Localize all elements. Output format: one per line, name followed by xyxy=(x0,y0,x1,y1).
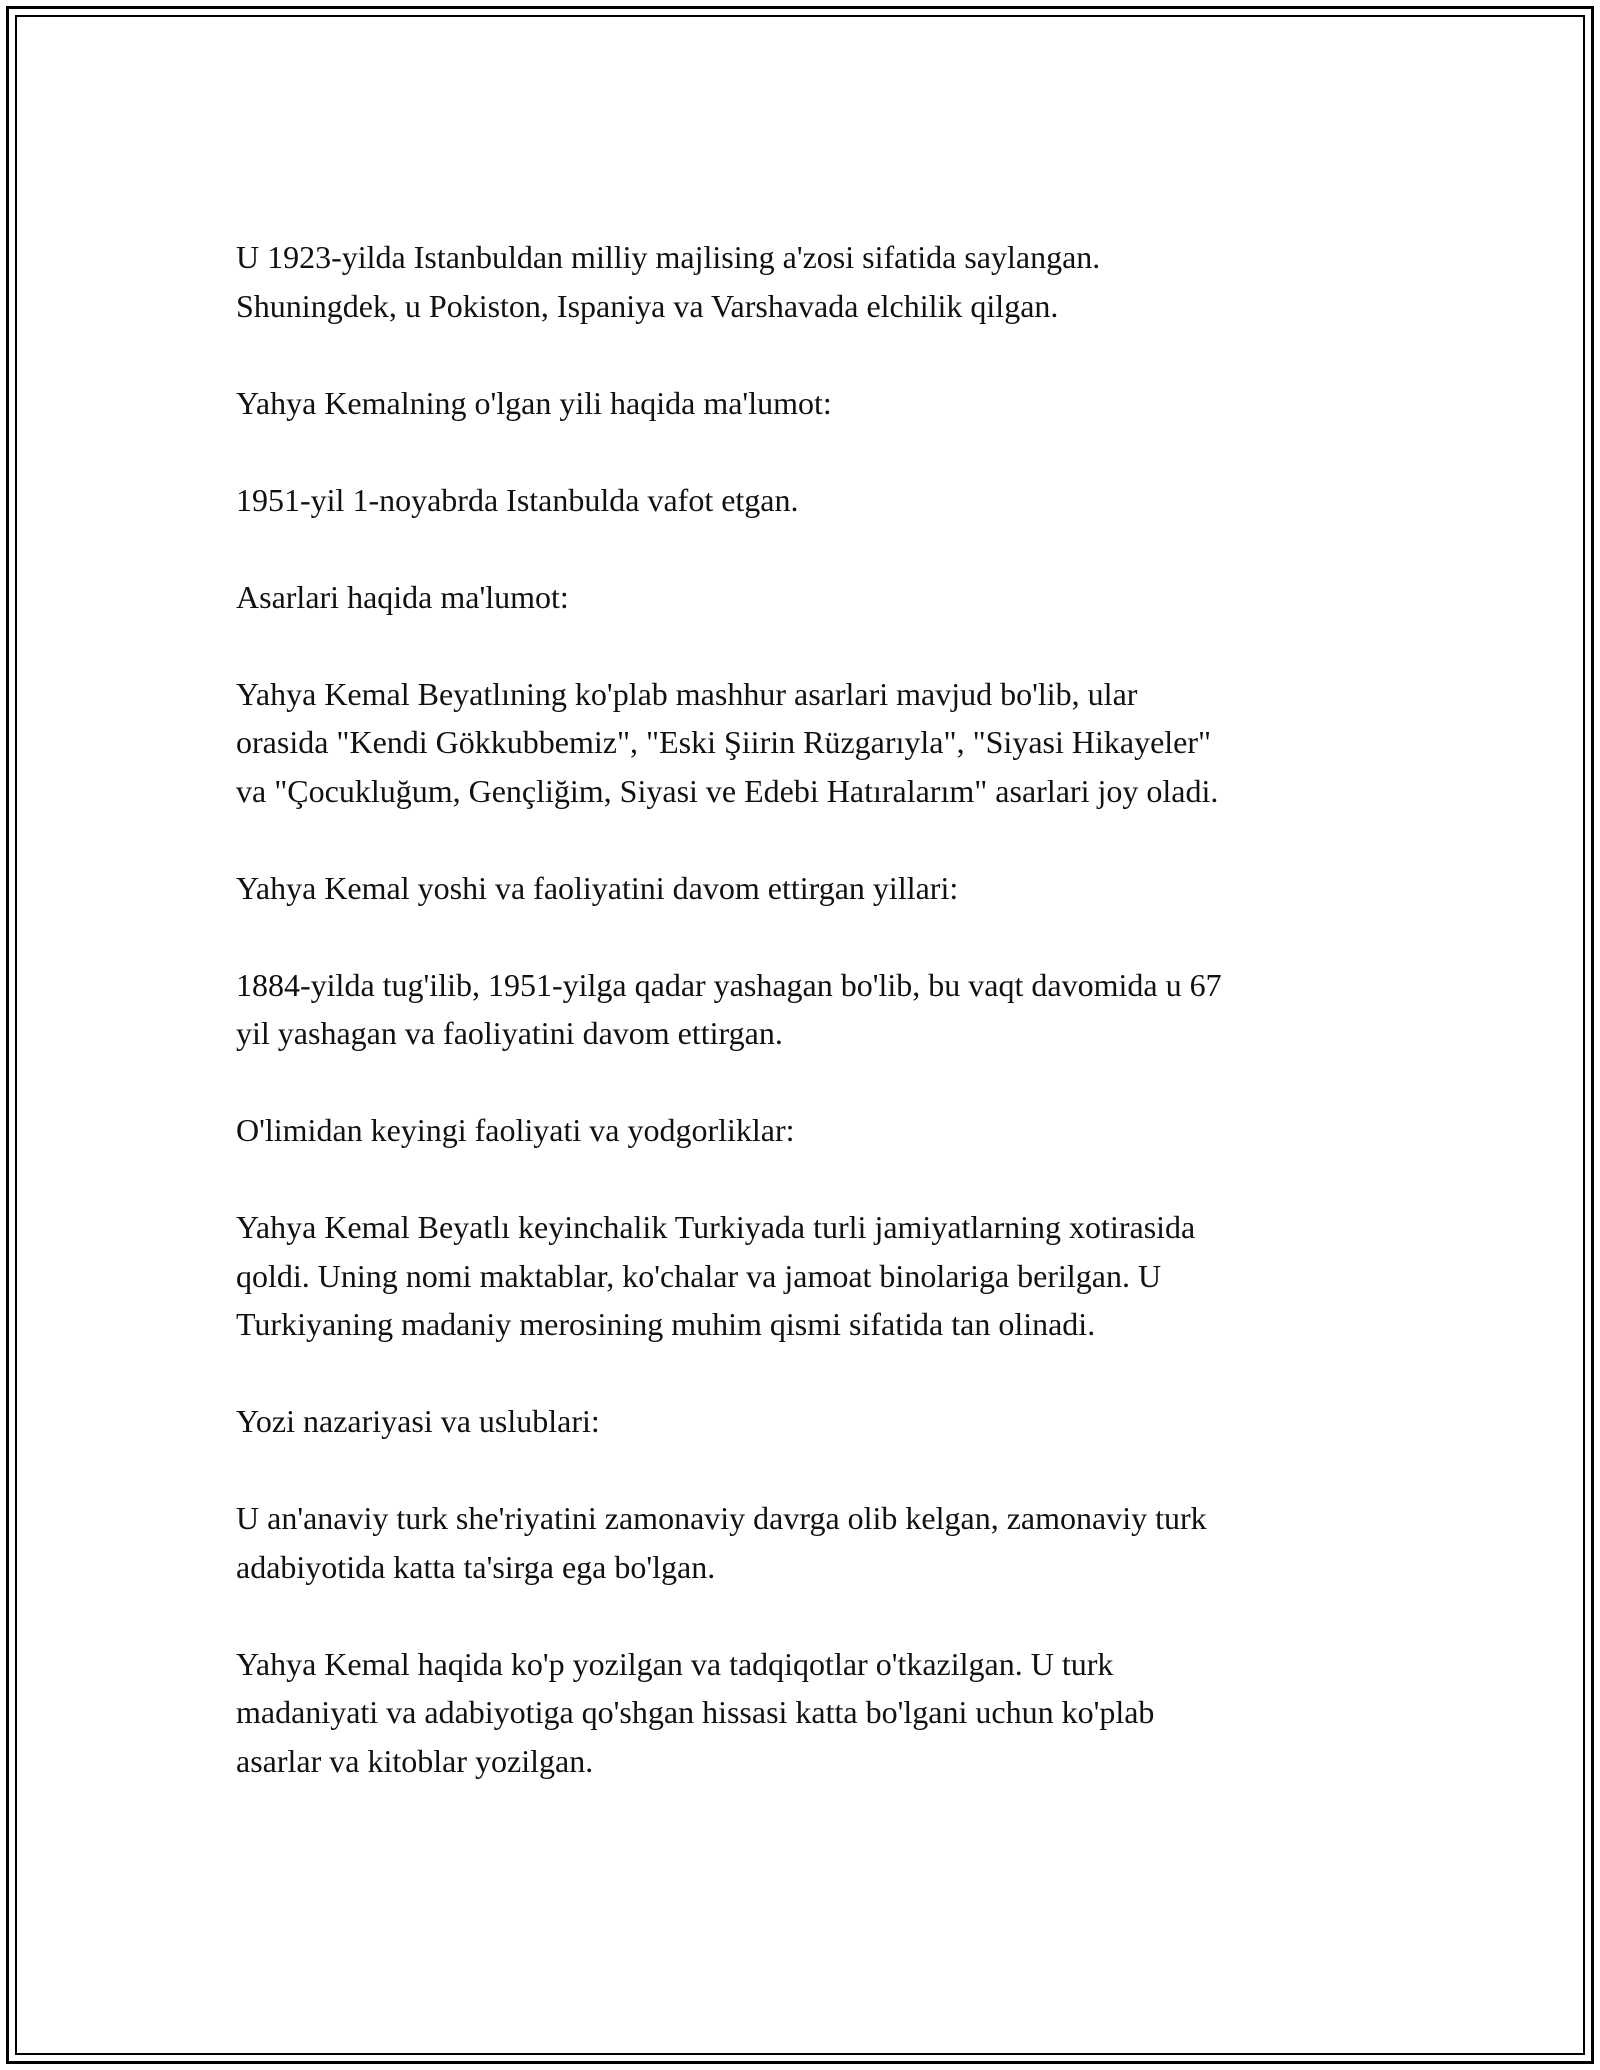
paragraph-style: U an'anaviy turk she'riyatini zamonaviy davrga olib kelgan, zamonaviy turk adabiyotida katta ta'sirga ega bo'lgan. xyxy=(236,1500,1207,1585)
heading-lifespan: Yahya Kemal yoshi va faoliyatini davom ettirgan yillari: xyxy=(236,869,959,906)
paragraph-death-date: 1951-yil 1-noyabrda Istanbulda vafot etgan. xyxy=(236,481,799,518)
heading-legacy: O'limidan keyingi faoliyati va yodgorliklar: xyxy=(236,1112,795,1148)
paragraph-election: U 1923-yilda Istanbuldan milliy majlising a'zosi sifatida saylangan. Shuningdek, u Pokiston, Ispaniya va Varshavada elchilik qilgan. xyxy=(236,239,1101,324)
document-body xyxy=(236,233,1396,1785)
paragraph-lifespan: 1884-yilda tug'ilib, 1951-yilga qadar yashagan bo'lib, bu vaqt davomida u 67 yil yashagan va faoliyatini davom ettirgan. xyxy=(236,966,1222,1051)
paragraph-works: Yahya Kemal Beyatlıning ko'plab mashhur asarlari mavjud bo'lib, ular orasida "Kendi Gökkubbemiz", "Eski Şiirin Rüzgarıyla", "Siyasi Hikayeler" va "Çocukluğum, Gençliğim, Siyasi ve Edebi Hatıralarım" asarlari joy oladi. xyxy=(236,675,1219,809)
paragraph-legacy: Yahya Kemal Beyatlı keyinchalik Turkiyada turli jamiyatlarning xotirasida qoldi. Uning nomi maktablar, ko'chalar va jamoat binolariga berilgan. U Turkiyaning madaniy merosining muhim qismi sifatida tan olinadi. xyxy=(236,1209,1196,1342)
heading-works: Asarlari haqida ma'lumot: xyxy=(236,578,569,615)
heading-style: Yozi nazariyasi va uslublari: xyxy=(236,1403,600,1439)
heading-death-year: Yahya Kemalning o'lgan yili haqida ma'lumot: xyxy=(236,384,832,421)
paragraph-research: Yahya Kemal haqida ko'p yozilgan va tadqiqotlar o'tkazilgan. U turk madaniyati va adabiyotiga qo'shgan hissasi katta bo'lgani uchun ko'plab asarlar va kitoblar yozilgan. xyxy=(236,1645,1155,1779)
